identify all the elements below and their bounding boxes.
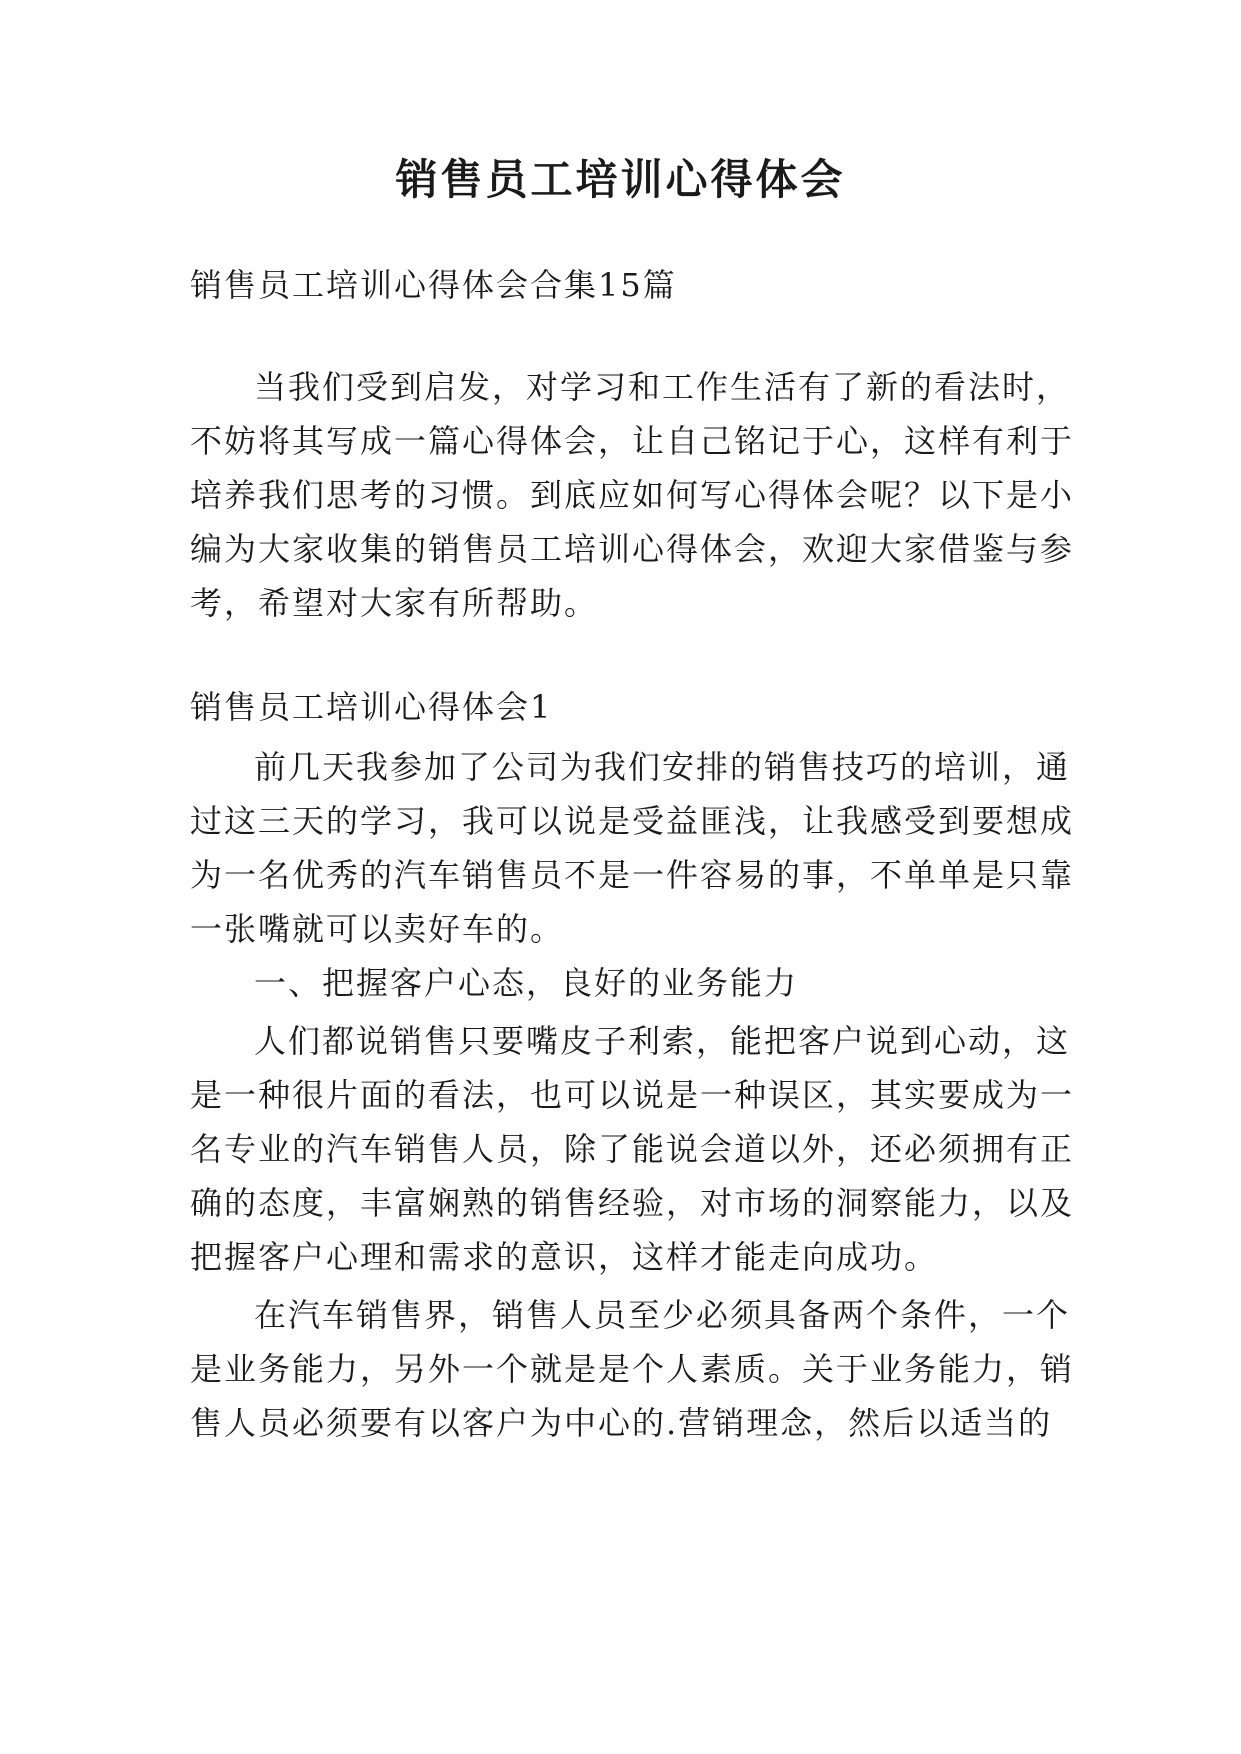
intro-line: 编为大家收集的销售员工培训心得体会，欢迎大家借鉴与参 <box>190 530 1075 568</box>
paragraph-line: 是一种很片面的看法，也可以说是一种误区，其实要成为一 <box>190 1076 1075 1114</box>
paragraph-line: 前几天我参加了公司为我们安排的销售技巧的培训，通 <box>254 748 1071 786</box>
paragraph-line: 一张嘴就可以卖好车的。 <box>190 910 565 948</box>
paragraph-line: 名专业的汽车销售人员，除了能说会道以外，还必须拥有正 <box>190 1130 1075 1168</box>
intro-line: 考，希望对大家有所帮助。 <box>190 584 599 622</box>
intro-line: 当我们受到启发，对学习和工作生活有了新的看法时， <box>254 368 1071 406</box>
paragraph-line: 人们都说销售只要嘴皮子利索，能把客户说到心动，这 <box>254 1022 1071 1060</box>
paragraph-line: 在汽车销售界，销售人员至少必须具备两个条件，一个 <box>254 1296 1071 1334</box>
paragraph-line: 是业务能力，另外一个就是是个人素质。关于业务能力，销 <box>190 1350 1075 1388</box>
paragraph-line: 过这三天的学习，我可以说是受益匪浅，让我感受到要想成 <box>190 802 1075 840</box>
intro-line: 培养我们思考的习惯。到底应如何写心得体会呢？以下是小 <box>190 476 1075 514</box>
intro-line: 不妨将其写成一篇心得体会，让自己铭记于心，这样有利于 <box>190 422 1075 460</box>
section-heading: 销售员工培训心得体会1 <box>190 688 553 726</box>
paragraph-line: 把握客户心理和需求的意识，这样才能走向成功。 <box>190 1238 939 1276</box>
document-title: 销售员工培训心得体会 <box>395 155 846 204</box>
paragraph-line: 售人员必须要有以客户为中心的.营销理念，然后以适当的 <box>190 1404 1053 1442</box>
document-subtitle: 销售员工培训心得体会合集15篇 <box>190 266 677 304</box>
paragraph-line: 确的态度，丰富娴熟的销售经验，对市场的洞察能力，以及 <box>190 1184 1075 1222</box>
point-heading: 一、把握客户心态，良好的业务能力 <box>254 964 799 1002</box>
paragraph-line: 为一名优秀的汽车销售员不是一件容易的事，不单单是只靠 <box>190 856 1075 894</box>
